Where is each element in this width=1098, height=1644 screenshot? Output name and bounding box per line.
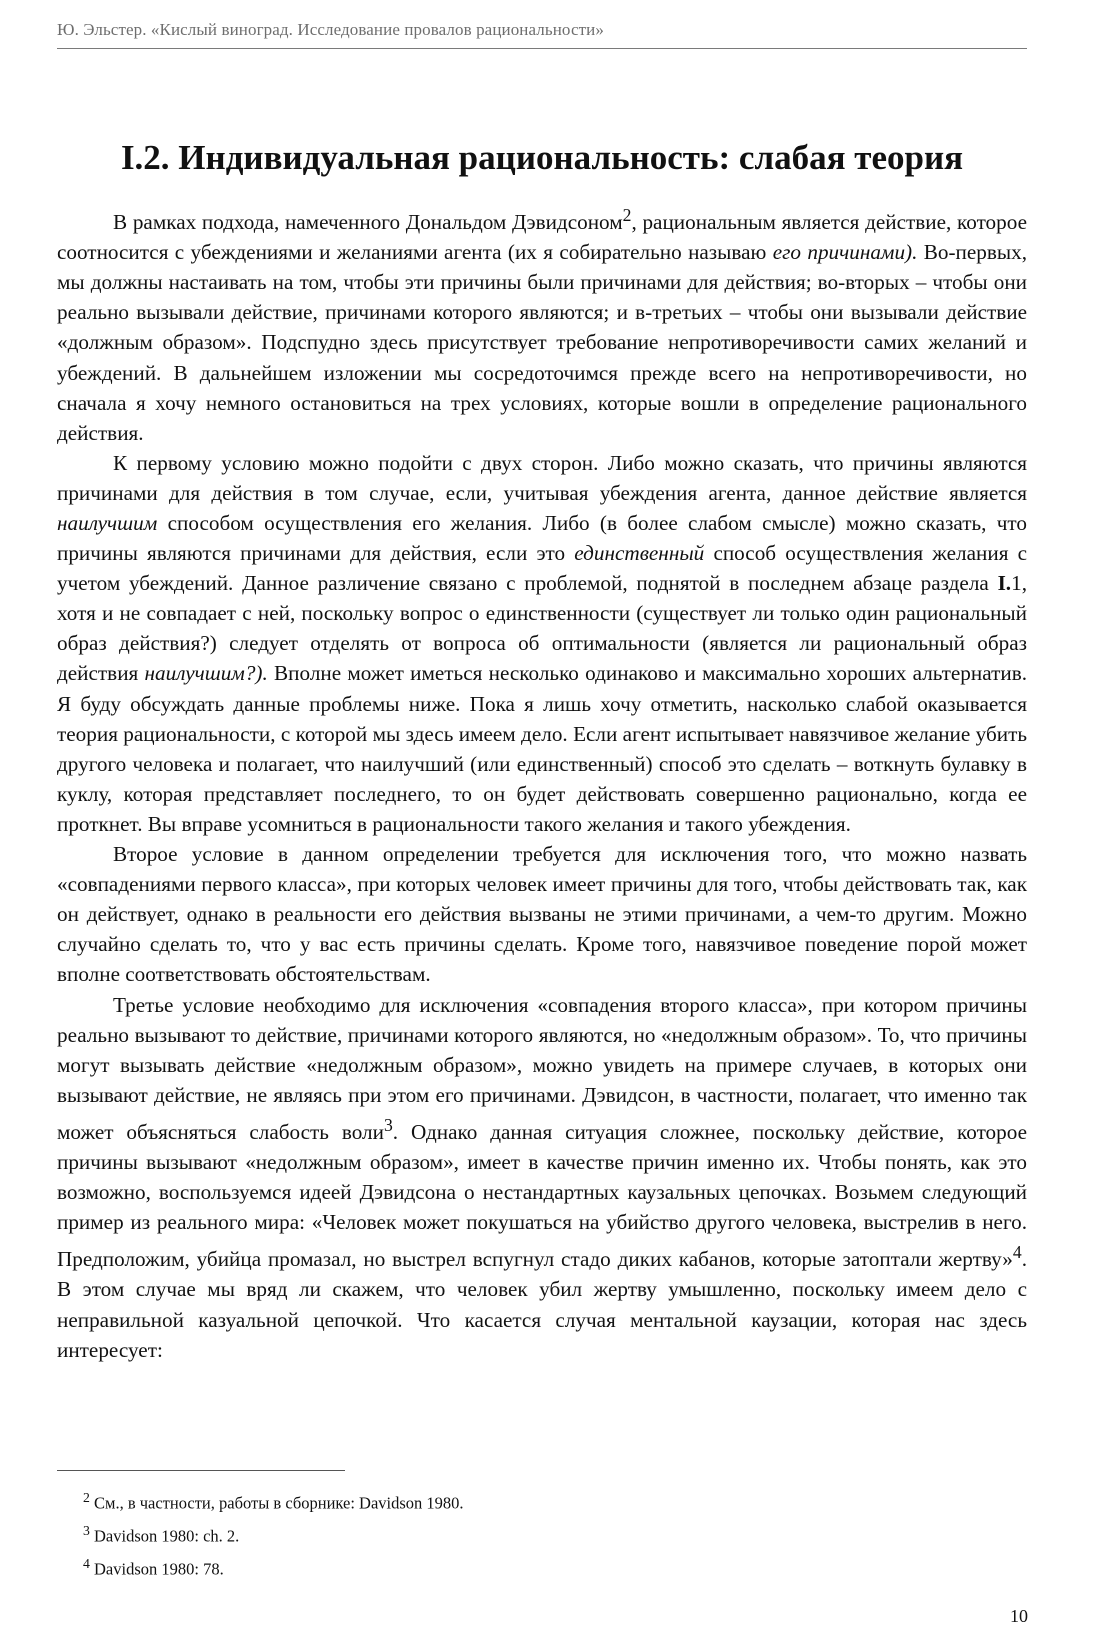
p1-text-a: В рамках подхода, намеченного Дональдом Дэвидсоном — [113, 210, 623, 235]
footnotes — [83, 1484, 983, 1583]
footnote-text: Davidson 1980: ch. 2. — [94, 1526, 240, 1546]
p2-emphasis-best: наилучшим — [57, 511, 158, 535]
p2-section-ref: I. — [997, 571, 1012, 596]
footnote-separator — [57, 1470, 345, 1471]
footnote-3 — [83, 1517, 983, 1550]
paragraph-4 — [57, 990, 1027, 1365]
footnote-4 — [83, 1550, 983, 1583]
p1-text-c: Во-первых, мы должны настаивать на том, чтобы эти причины были причинами для действия; во-вторых – чтобы они реально вызывали действие, причинами которого являются; и в-третьих – чтобы они вызывали действие «должным образом». Подспудно здесь присутствует требование непротиворечивости самих желаний и убеждений. В дальнейшем изложении мы сосредоточимся прежде всего на непротиворечивости, но сначала я хочу немного остановиться на трех условиях, которые вошли в определение рационального действия. — [57, 240, 1028, 445]
paragraph-3: Второе условие в данном определении требуется для исключения того, что можно назвать «совпадениями первого класса», при которых человек имеет причины для того, чтобы действовать так, как он действует, однако в реальности его действия вызваны не этими причинами, а чем-то другим. Можно случайно сделать то, что у вас есть причины сделать. Кроме того, навязчивое поведение порой может вполне соответствовать обстоятельствам. — [57, 842, 1027, 987]
p2-text-a: К первому условию можно подойти с двух сторон. Либо можно сказать, что причины являются причинами для действия в том случае, если, учитывая убеждения агента, данное действие является — [57, 450, 1027, 505]
footnote-number: 4 — [83, 1556, 90, 1571]
running-title: Ю. Эльстер. «Кислый виноград. Исследование провалов рациональности» — [57, 20, 604, 39]
footnote-text: Davidson 1980: 78. — [94, 1559, 224, 1579]
p1-emphasis: его причинами). — [772, 240, 918, 265]
p2-emphasis-unique: единственный — [574, 541, 705, 566]
p4-text-b: . Однако данная ситуация сложнее, поскольку действие, которое причины вызывают «недолжным образом», имеет в качестве причин именно их. Чтобы понять, как это возможно, воспользуемся идеей Дэвидсона о нестандартных каузальных цепочках. Возьмем следующий пример из реального мира: «Человек может покушаться на убийство другого человека, выстрелив в него. Предположим, убийца промазал, но выстрел вспугнул стадо диких кабанов, которые затоптали жертву» — [57, 1119, 1028, 1272]
p1-text-b: , рациональным является действие, которое соотносится с убеждениями и желаниями агента (их я собирательно называю — [57, 210, 1027, 265]
footnote-text: См., в частности, работы в сборнике: Davidson 1980. — [94, 1493, 464, 1513]
p2-text-e: Вполне может иметься несколько одинаково и максимально хороших альтернатив. Я буду обсуждать данные проблемы ниже. Пока я лишь хочу отметить, насколько слабой оказывается теория рациональности, с которой мы здесь имеем дело. Если агент испытывает навязчивое желание убить другого человека и полагает, что наилучший (или единственный) способ это сделать – воткнуть булавку в куклу, которая представляет последнего, то он будет действовать совершенно рационально, когда ее проткнет. Вы вправе усомниться в рациональности такого желания и такого убеждения. — [57, 661, 1027, 836]
p4-text-a: Третье условие необходимо для исключения «совпадения второго класса», при котором причины реально вызывают то действие, причинами которого являются, но «недолжным образом». То, что причины могут вызывать действие «недолжным образом», можно увидеть на примере случаев, в которых они вызывают действие, не являясь при этом его причинами. Дэвидсон, в частности, полагает, что именно так может объясняться слабость воли — [57, 992, 1027, 1144]
paragraph-1 — [57, 200, 1027, 448]
footnote-2 — [83, 1484, 983, 1517]
footnote-ref-2: 2 — [622, 205, 632, 225]
main-text — [57, 200, 1027, 1365]
p2-emphasis-best-q: наилучшим?). — [144, 661, 268, 686]
p2-text-b: способом осуществления его желания. Либо (в более слабом смысле) можно сказать, что причины являются причинами для действия, если это — [57, 511, 1027, 566]
running-header — [57, 14, 1027, 49]
paragraph-2 — [57, 448, 1027, 839]
footnote-ref-3: 3 — [383, 1114, 393, 1135]
footnote-ref-4: 4 — [1012, 1242, 1022, 1263]
footnote-number: 3 — [83, 1523, 90, 1538]
p2-text-c: способ осуществления желания с учетом убеждений. Данное различение связано с проблемой, поднятой в последнем абзаце раздела — [57, 541, 1027, 596]
footnote-number: 2 — [83, 1490, 90, 1505]
page-number: 10 — [1010, 1606, 1028, 1626]
p4-text-c: . В этом случае мы вряд ли скажем, что человек убил жертву умышленно, поскольку имеем дело с неправильной казуальной цепочкой. Что касается случая ментальной каузации, которая нас здесь интересует: — [57, 1247, 1027, 1362]
section-title: I.2. Индивидуальная рациональность: слабая теория — [120, 138, 964, 177]
p2-text-d: 1, хотя и не совпадает с ней, поскольку вопрос о единственности (существует ли только один рациональный образ действия?) следует отделять от вопроса об оптимальности (является ли рациональный образ действия — [57, 571, 1027, 686]
